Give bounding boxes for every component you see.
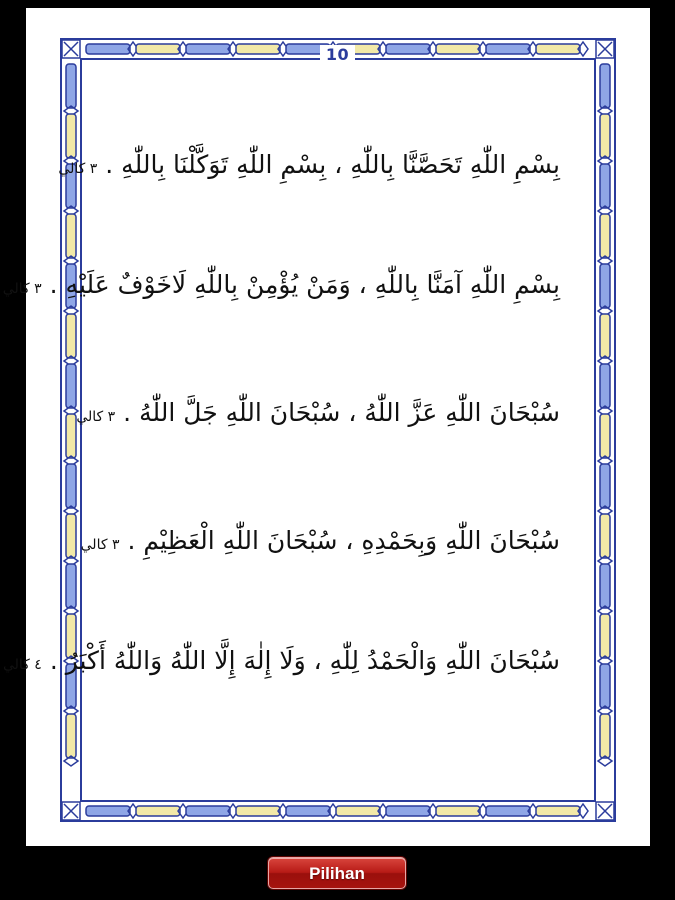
border-right-segment — [600, 664, 610, 708]
verse-3-text: سُبْحَانَ اللّٰهِ عَزَّ اللّٰهُ ، سُبْحَانَ اللّٰهِ جَلَّ اللّٰهُ . — [123, 398, 560, 427]
verse-3-count: ٣ كالي — [76, 409, 116, 425]
verse-5-text: سُبْحَانَ اللّٰهِ وَالْحَمْدُ لِلّٰهِ ، وَلَا إِلٰهَ إِلَّا اللّٰهُ وَاللّٰهُ أَكْبَرُ . — [49, 646, 560, 675]
border-right-segment — [600, 64, 610, 108]
border-left-segment — [66, 214, 76, 258]
border-bottom-segment — [236, 806, 280, 816]
border-left-segment — [66, 364, 76, 408]
border-bottom-segment — [436, 806, 480, 816]
border-right-segment — [600, 164, 610, 208]
border-bottom-segment — [386, 806, 430, 816]
border-left-segment — [66, 414, 76, 458]
border-right-segment — [600, 714, 610, 758]
border-right-segment — [600, 514, 610, 558]
border-left-segment — [66, 464, 76, 508]
pilihan-button[interactable]: Pilihan — [268, 857, 406, 889]
border-left-segment — [66, 314, 76, 358]
verse-4-text: سُبْحَانَ اللّٰهِ وَبِحَمْدِهِ ، سُبْحَانَ اللّٰهِ الْعَظِيْمِ . — [127, 526, 560, 555]
border-left-segment — [66, 564, 76, 608]
verse-2 — [2, 268, 560, 306]
border-bottom-segment — [136, 806, 180, 816]
border-right-segment — [600, 114, 610, 158]
border-bottom-segment — [86, 806, 130, 816]
verse-4 — [80, 524, 560, 562]
border-left-segment — [66, 64, 76, 108]
verse-3 — [76, 396, 560, 434]
page-number — [0, 45, 675, 64]
border-right-segment — [600, 564, 610, 608]
border-bottom-segment — [536, 806, 580, 816]
border-left-segment — [66, 514, 76, 558]
border-left-segment — [66, 714, 76, 758]
verse-5 — [2, 644, 560, 682]
border-bottom-segment — [336, 806, 380, 816]
verse-1-text: بِسْمِ اللّٰهِ تَحَصَّنَّا بِاللّٰهِ ، بِسْمِ اللّٰهِ تَوَكَّلْنَا بِاللّٰهِ . — [105, 150, 560, 179]
verse-2-count: ٣ كالي — [2, 281, 42, 297]
verse-2-text: بِسْمِ اللّٰهِ آمَنَّا بِاللّٰهِ ، وَمَنْ يُؤْمِنْ بِاللّٰهِ لَاخَوْفٌ عَلَيْهِ . — [49, 270, 560, 299]
verse-1-count: ٣ كالي — [58, 161, 98, 177]
border-right-segment — [600, 314, 610, 358]
border-right-segment — [600, 614, 610, 658]
border-right-segment — [600, 364, 610, 408]
border-right-segment — [600, 214, 610, 258]
verse-5-count: ٤ كالي — [2, 657, 42, 673]
border-right-segment — [600, 264, 610, 308]
border-bottom-segment — [486, 806, 530, 816]
verse-4-count: ٣ كالي — [80, 537, 120, 553]
border-right-segment — [600, 464, 610, 508]
verse-1 — [58, 148, 560, 186]
border-right-segment — [600, 414, 610, 458]
border-bottom-segment — [186, 806, 230, 816]
page-number-text: 10 — [320, 45, 355, 64]
border-bottom-segment — [286, 806, 330, 816]
